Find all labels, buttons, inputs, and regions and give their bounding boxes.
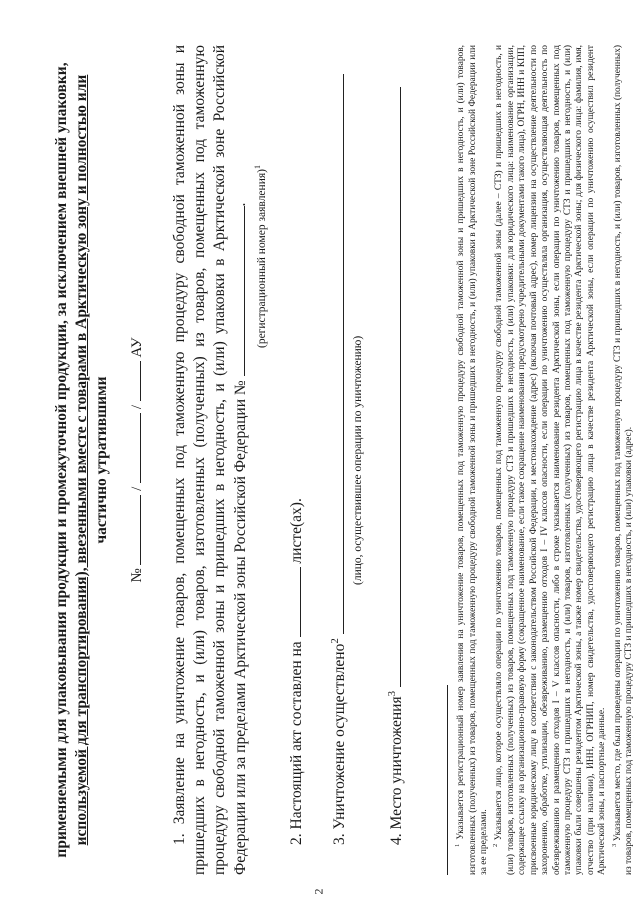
destroyer-field xyxy=(329,74,344,634)
footnote-2-sup: 2 xyxy=(492,843,500,847)
act-number-blank-1 xyxy=(126,495,141,565)
destruction-place-field xyxy=(386,87,401,687)
item-3 xyxy=(325,45,350,875)
footnote-2-text: Указывается лицо, которое осуществляло операции по уничтожению товаров, помещенных под таможенную процедуру свободной таможенной зоны (далее – СТЗ) и пришедших в негодность, и (или) товаров, изготовленных (полученных) из товаров, помещенных под таможенную процедуру СТЗ и пришедших в негодность, и (или) упаковки: для юридического лица: наименование организации, содержащее ссылку на организационно-правовую форму (сокращенное наименование, если такое сокращение наименования предусмотрено учредительными документами такого лица), ОГРН, ИНН и КПП, присвоенные юридическому лицу в соответствии с законодательством Российской Федерации, и местонахождение (адрес) (включая почтовый адрес), номер лицензии на осуществление деятельности по захоронению, обработке, утилизации, обезвреживанию, размещению отходов I – IV классов опасности, если операции по уничтожению осуществляла организация, осуществляющая деятельность по обезвреживанию и размещению отходов I – V классов опасности, либо в строке указывается наименование резидента Арктической зоны, если операции по уничтожению товаров, помещенных под таможенную процедуру СТЗ и пришедших в негодность, и (или) товаров, изготовленных (полученных) из товаров, помещенных под таможенную процедуру СТЗ и пришедших в негодность, и (или) упаковки были совершены резидентом Арктической зоны, а также номер свидетельства, удостоверяющего регистрацию лица в качестве резидента Арктической зоны; для физического лица: фамилия, имя, отчество (при наличии), ИНН, ОГРНИП, номер свидетельства, удостоверяющего регистрацию лица в качестве резидента Арктической зоны, если операции по уничтожению осуществил резидент Арктической зоны, и паспортные данные. xyxy=(494,44,608,875)
item-3-sup: 2 xyxy=(328,638,341,644)
title-line-1: применяемыми для упаковывания продукции и промежуточной продукции, за исключением внешней упаковки, xyxy=(53,62,70,858)
footnote-1 xyxy=(452,45,490,875)
paragraph-1-end: . xyxy=(232,202,249,207)
item-2 xyxy=(286,45,307,875)
act-number-blank-2 xyxy=(126,413,141,483)
paragraph-1-text: 1. Заявление на уничтожение товаров, помещенных под таможенную процедуру свободной таможенной зоны и пришедших в негодность, и (или) товаров, изготовленных (полученных) из товаров, помещенных под таможенную процедуру свободной таможенной зоны и пришедших в негодность, и (или) упаковки в Арктической зоне Российской Федерации или за пределами Арктической зоны Российской Федерации № xyxy=(171,45,249,875)
act-suffix: АУ xyxy=(129,337,145,358)
page-number: 2 xyxy=(311,888,326,895)
registration-number-caption xyxy=(253,45,268,875)
footnote-3-text: Указывается место, где были проведены операции по уничтожению товаров, помещенных под таможенную процедуру СТЗ и пришедших в негодность, и (или) товаров, изготовленных (полученных) из товаров, помещенных под таможенную процедуру СТЗ и пришедших в негодность, и (или) упаковки (адрес). xyxy=(612,44,635,875)
act-slash-2: / xyxy=(129,405,145,410)
title-line-3: частично утратившими xyxy=(93,376,110,544)
footnotes xyxy=(452,45,635,875)
footnote-2 xyxy=(490,45,608,875)
footnote-1-sup: 1 xyxy=(454,843,462,847)
registration-caption-text: (регистрационный номер заявления) xyxy=(255,169,268,349)
footnote-3-sup: 3 xyxy=(610,843,618,847)
title-line-2: используемой для транспортирования), ввезенными вместе с товарами в Арктическую зону и полностью или xyxy=(73,74,90,846)
act-number-label: № xyxy=(129,568,145,583)
document-title xyxy=(52,45,112,875)
act-number-blank-3 xyxy=(126,361,141,401)
item-3-prefix: 3. Уничтожение осуществлено xyxy=(330,643,348,845)
act-number-line xyxy=(126,45,146,875)
item-2-suffix: листе(ах). xyxy=(287,498,305,564)
act-slash-1: / xyxy=(129,486,145,491)
item-4-sup: 3 xyxy=(385,690,398,697)
item-2-prefix: 2. Настоящий акт составлен на xyxy=(287,641,305,845)
footnote-1-text: Указывается регистрационный номер заявления на уничтожение товаров, помещенных под таможенную процедуру свободной таможенной зоны и пришедших в негодность, и (или) товаров, изготовленных (полученных) из товаров, помещенных под таможенную процедуру свободной таможенной зоны и пришедших в негодность, и (или) упаковки в Арктической зоне Российской Федерации или за ее пределами. xyxy=(456,45,490,875)
item-4 xyxy=(382,45,407,875)
footnote-3 xyxy=(609,45,636,875)
paragraph-1 xyxy=(170,45,251,875)
registration-caption-sup: 1 xyxy=(253,165,262,170)
sheet-count-field xyxy=(286,567,301,637)
registration-number-field xyxy=(230,206,245,376)
document-body xyxy=(52,45,636,875)
footnote-separator xyxy=(447,685,448,875)
item-4-prefix: 4. Место уничтожения xyxy=(388,696,406,845)
destroyer-caption: (лицо, осуществившее операции по уничтожению) xyxy=(351,335,364,585)
